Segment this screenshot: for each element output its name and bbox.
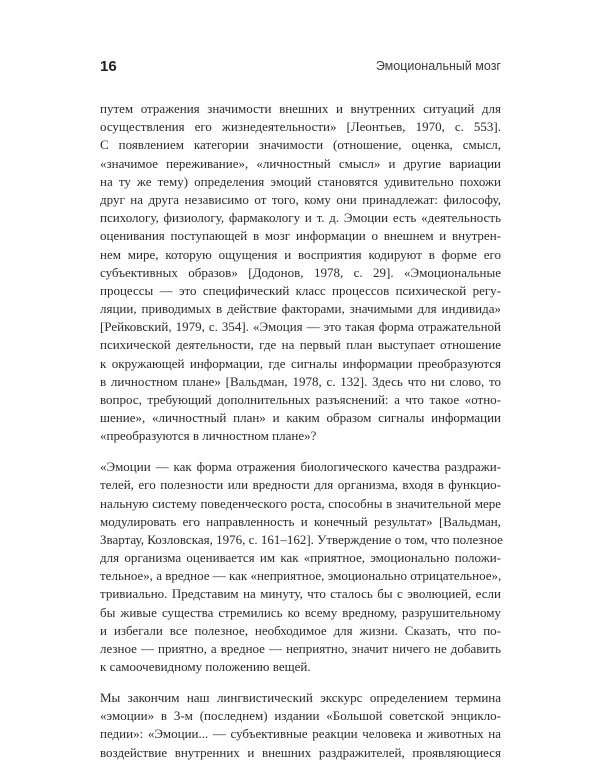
text-line: вопрос, требующий дополнительных разъяснений: а что такое «отно-	[100, 392, 501, 407]
text-line: тельное», а вредное — как «неприятное, эмоционально отрицательное»,	[100, 568, 502, 584]
paragraph-3	[100, 689, 501, 762]
text-line: тривиально. Представим на минуту, что сталось бы с эволюцией, если	[100, 586, 501, 602]
paragraph-2	[100, 458, 501, 676]
paragraph-gap	[100, 446, 501, 459]
text-line: нальную систему поведенческого роста, способны в значительной мере	[100, 495, 501, 511]
paragraph-gap	[100, 676, 501, 689]
text-line: [Рейковский, 1979, с. 354]. «Эмоция — это такая форма отражательной	[100, 319, 501, 335]
body-text	[100, 100, 501, 762]
text-line: процессы — это специфический класс процессов психической регу-	[100, 282, 501, 298]
text-line: к самоочевидному положению вещей.	[100, 659, 311, 675]
page-header	[100, 58, 501, 78]
text-line: психологу, физиологу, фармакологу и т. д. Эмоции есть «деятельность	[100, 210, 501, 226]
text-line: субъективных образов» [Додонов, 1978, с. 29]. «Эмоциональные	[100, 264, 501, 280]
text-line: педии»: «Эмоции... — субъективные реакции человека и животных на	[100, 726, 501, 742]
text-line: на ту же тему) определения эмоций становятся удивительно похожи	[100, 173, 501, 189]
running-title: Эмоциональный мозг	[375, 59, 501, 73]
text-line: Мы закончим наш лингвистический экскурс определением термина	[100, 690, 501, 705]
text-line: телей, его полезности или вредности для организма, входя в функцио-	[100, 477, 501, 493]
text-line: и избегали все полезное, необходимое для жизни. Сказать, что по-	[100, 622, 501, 638]
text-line: нем мире, которую ощущения и восприятия кодируют в форме его	[100, 246, 501, 262]
text-line: бы живые существа стремились ко всему вредному, разрушительному	[100, 604, 501, 620]
text-line: к окружающей информации, где сигналы информации преобразуются	[100, 355, 501, 371]
text-line: «значимое переживание», «личностный смысл» и другие вариации	[100, 155, 501, 171]
text-line: психической деятельности, где на первый план выступает отношение	[100, 337, 501, 353]
text-line: друг на друга независимо от того, кому они принадлежат: философу,	[100, 191, 501, 207]
text-line: ляции, приводимых в действие факторами, значимыми для индивида»	[100, 301, 501, 317]
text-line: «преобразуются в личностном плане»?	[100, 428, 317, 444]
text-line: «эмоции» в 3-м (последнем) издании «Большой советской энцикло-	[100, 708, 501, 724]
text-line: оценивания поступающей в мозг информации о внешнем и внутрен-	[100, 228, 501, 244]
text-line: Звартау, Козловская, 1976, с. 161–162]. Утверждение о том, что полезное	[100, 531, 503, 547]
text-line: «Эмоции — как форма отражения биологического качества раздражи-	[100, 459, 501, 475]
text-line: шение», «личностный план» и каким образом сигналы информации	[100, 410, 501, 426]
text-line: в личностном плане» [Вальдман, 1978, с. 132]. Здесь что ни слово, то	[100, 373, 501, 389]
text-line: С появлением категории значимости (отношение, оценка, смысл,	[100, 137, 501, 153]
text-line: воздействие внутренних и внешних раздражителей, проявляющиеся	[100, 744, 501, 760]
text-line: модулировать его направленность и конечный результат» [Вальдман,	[100, 513, 501, 529]
text-line: путем отражения значимости внешних и внутренних ситуаций для	[100, 101, 501, 116]
page-number: 16	[100, 58, 117, 75]
text-line: осуществления его жизнедеятельности» [Леонтьев, 1970, с. 553].	[100, 119, 501, 135]
text-line: для организма оценивается им как «приятное, эмоционально положи-	[100, 550, 501, 566]
paragraph-1	[100, 100, 501, 446]
text-line: лезное — приятно, а вредное — неприятно, значит ничего не добавить	[100, 641, 501, 657]
